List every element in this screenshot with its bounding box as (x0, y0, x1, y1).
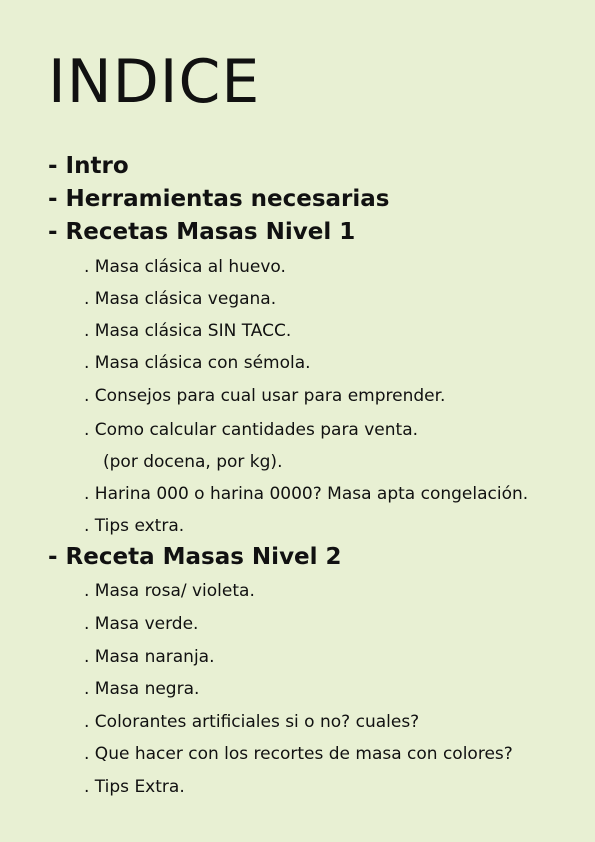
list-item: . Masa clásica al huevo. (84, 257, 286, 277)
list-item: . Masa verde. (84, 614, 199, 634)
list-item-continuation: (por docena, por kg). (103, 452, 283, 472)
page-title: INDICE (48, 47, 261, 117)
list-item: . Masa clásica vegana. (84, 289, 277, 309)
list-item: . Harina 000 o harina 0000? Masa apta congelación. (84, 484, 529, 504)
list-item: . Masa negra. (84, 679, 200, 699)
list-item: . Como calcular cantidades para venta. (84, 420, 419, 440)
section-nivel-2: - Receta Masas Nivel 2 (48, 544, 342, 570)
list-item: . Consejos para cual usar para emprender. (84, 386, 446, 406)
section-nivel-1: - Recetas Masas Nivel 1 (48, 219, 356, 245)
list-item: . Masa rosa/ violeta. (84, 581, 255, 601)
section-herramientas: - Herramientas necesarias (48, 186, 390, 212)
list-item: . Tips Extra. (84, 777, 185, 797)
section-intro: - Intro (48, 153, 129, 179)
list-item: . Masa clásica SIN TACC. (84, 321, 292, 341)
list-item: . Masa clásica con sémola. (84, 353, 311, 373)
list-item: . Colorantes artificiales si o no? cuales? (84, 712, 420, 732)
list-item: . Tips extra. (84, 516, 185, 536)
list-item: . Masa naranja. (84, 647, 215, 667)
list-item: . Que hacer con los recortes de masa con colores? (84, 744, 513, 764)
